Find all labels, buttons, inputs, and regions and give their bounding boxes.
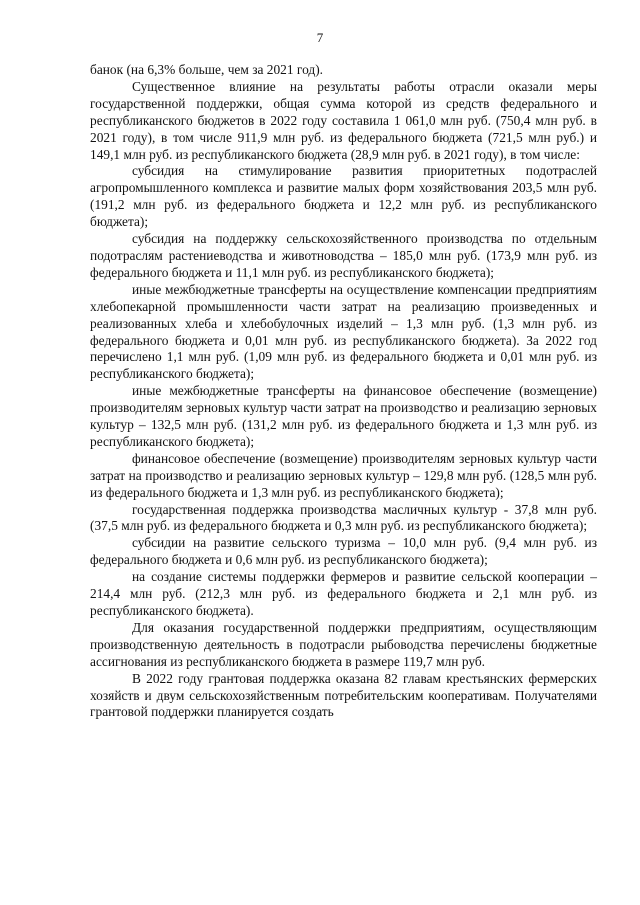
page-number: 7	[316, 30, 324, 45]
list-item-paragraph: субсидия на поддержку сельскохозяйственного производства по отдельным подотраслям растениеводства и животноводства – 185,0 млн руб. (173,9 млн руб. из федерального бюджета и 11,1 млн руб. из республиканского бюджета);	[90, 231, 597, 280]
paragraph: Существенное влияние на результаты работы отрасли оказали меры государственной поддержки, общая сумма которой из средств федерального и республиканского бюджетов в 2022 году составила 1 061,0 млн руб. (750,4 млн руб. в 2021 году), в том числе 911,9 млн руб. из федерального бюджета (721,5 млн руб.) и 149,1 млн руб. из республиканского бюджета (28,9 млн руб. в 2021 году), в том числе:	[90, 78, 597, 162]
paragraph: банок (на 6,3% больше, чем за 2021 год).	[90, 62, 323, 77]
list-item-paragraph: субсидия на стимулирование развития приоритетных подотраслей агропромышленного комплекса и развитие малых форм хозяйствования 203,5 млн руб. (191,2 млн руб. из федерального бюджета и 12,2 млн руб. из республиканского бюджета);	[90, 163, 597, 230]
list-item-paragraph: государственная поддержка производства масличных культур - 37,8 млн руб. (37,5 млн руб. из федерального бюджета и 0,3 млн руб. из республиканского бюджета);	[90, 501, 597, 534]
body-text	[90, 62, 597, 721]
list-item-paragraph: иные межбюджетные трансферты на осуществление компенсации предприятиям хлебопекарной промышленности части затрат на реализацию произведенных и реализованных хлеба и хлебобулочных изделий – 1,3 млн руб. (1,3 млн руб. из федерального бюджета и 0,01 млн руб. из республиканского бюджета). За 2022 год перечислено 1,1 млн руб. (1,09 млн руб. из федерального бюджета и 0,01 млн руб. из республиканского бюджета);	[90, 281, 597, 382]
paragraph: В 2022 году грантовая поддержка оказана 82 главам крестьянских фермерских хозяйств и двум сельскохозяйственным потребительским кооперативам. Получателями грантовой поддержки планируется создать	[90, 670, 597, 720]
paragraph: Для оказания государственной поддержки предприятиям, осуществляющим производственную деятельность в подотрасли рыбоводства перечислены бюджетные ассигнования из республиканского бюджета в размере 119,7 млн руб.	[90, 619, 597, 669]
list-item-paragraph: на создание системы поддержки фермеров и развитие сельской кооперации – 214,4 млн руб. (212,3 млн руб. из федерального бюджета и 2,1 млн руб. из республиканского бюджета).	[90, 569, 597, 618]
list-item-paragraph: иные межбюджетные трансферты на финансовое обеспечение (возмещение) производителям зерновых культур части затрат на производство и реализацию зерновых культур – 132,5 млн руб. (131,2 млн руб. из федерального бюджета и 1,3 млн руб. из республиканского бюджета);	[90, 383, 597, 449]
list-item-paragraph: финансовое обеспечение (возмещение) производителям зерновых культур части затрат на производство и реализацию зерновых культур – 129,8 млн руб. (128,5 млн руб. из федерального бюджета и 1,3 млн руб. из республиканского бюджета);	[90, 450, 597, 500]
list-item-paragraph: субсидии на развитие сельского туризма – 10,0 млн руб. (9,4 млн руб. из федерального бюджета и 0,6 млн руб. из республиканского бюджета);	[90, 535, 597, 568]
